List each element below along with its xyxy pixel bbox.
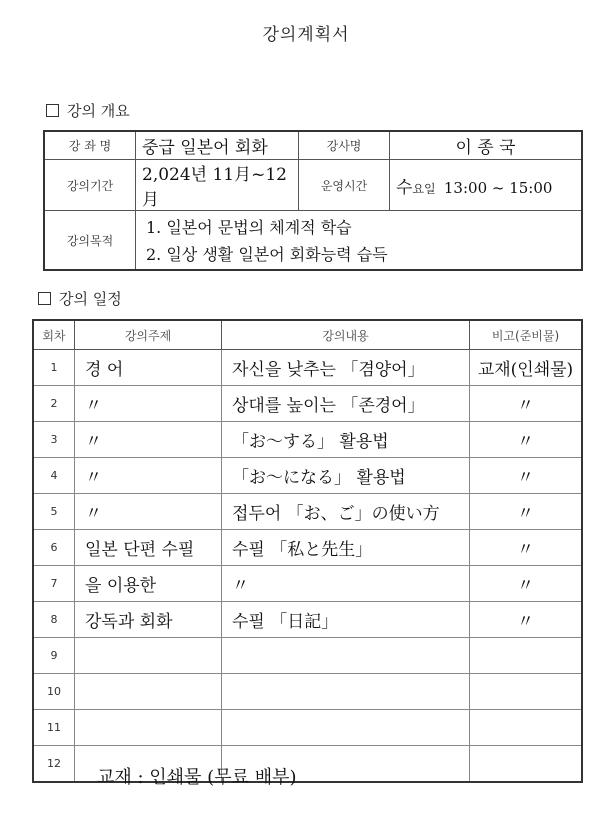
row-topic: 을 이용한 bbox=[75, 566, 222, 602]
row-content: 접두어 「お、ご」の使い方 bbox=[222, 494, 470, 530]
overview-heading bbox=[46, 100, 130, 121]
row-note: 〃 bbox=[470, 386, 583, 422]
table-row bbox=[33, 710, 582, 746]
header-content: 강의내용 bbox=[222, 320, 470, 350]
goal-item: 2. 일상 생활 일본어 회화능력 습득 bbox=[146, 245, 388, 264]
row-note: 교재(인쇄물) bbox=[470, 350, 583, 386]
header-no: 회차 bbox=[33, 320, 75, 350]
time-day: 수 bbox=[396, 177, 413, 198]
time-value: 13:00 ~ 15:00 bbox=[443, 178, 553, 197]
goal-cell bbox=[136, 211, 583, 271]
row-number: 7 bbox=[33, 566, 75, 602]
row-content: 상대를 높이는 「존경어」 bbox=[222, 386, 470, 422]
row-note bbox=[470, 746, 583, 783]
period-label: 강의기간 bbox=[44, 160, 136, 211]
header-note: 비고(준비물) bbox=[470, 320, 583, 350]
row-number: 9 bbox=[33, 638, 75, 674]
row-number: 5 bbox=[33, 494, 75, 530]
row-number: 1 bbox=[33, 350, 75, 386]
overview-row-course bbox=[44, 131, 582, 160]
row-topic: 일본 단편 수필 bbox=[75, 530, 222, 566]
row-content: 수필 「私と先生」 bbox=[222, 530, 470, 566]
header-topic: 강의주제 bbox=[75, 320, 222, 350]
table-row bbox=[33, 638, 582, 674]
table-row bbox=[33, 566, 582, 602]
table-row bbox=[33, 458, 582, 494]
overview-heading-text: 강의 개요 bbox=[67, 102, 130, 120]
row-topic: 경 어 bbox=[75, 350, 222, 386]
row-note: 〃 bbox=[470, 494, 583, 530]
row-topic: 〃 bbox=[75, 458, 222, 494]
row-content: 자신을 낮추는 「겸양어」 bbox=[222, 350, 470, 386]
table-row bbox=[33, 422, 582, 458]
row-content bbox=[222, 674, 470, 710]
row-number: 2 bbox=[33, 386, 75, 422]
row-topic bbox=[75, 638, 222, 674]
goal-item: 1. 일본어 문법의 체계적 학습 bbox=[146, 218, 352, 237]
instructor-name: 이 종 국 bbox=[390, 131, 583, 160]
checkbox-icon bbox=[38, 292, 51, 305]
row-content: 「お～になる」 활용법 bbox=[222, 458, 470, 494]
row-note bbox=[470, 710, 583, 746]
instructor-label: 강사명 bbox=[299, 131, 390, 160]
row-number: 10 bbox=[33, 674, 75, 710]
schedule-table bbox=[32, 319, 583, 783]
row-number: 3 bbox=[33, 422, 75, 458]
course-label: 강 좌 명 bbox=[44, 131, 136, 160]
table-row bbox=[33, 350, 582, 386]
row-note: 〃 bbox=[470, 422, 583, 458]
row-content: 〃 bbox=[222, 566, 470, 602]
table-row bbox=[33, 530, 582, 566]
row-topic bbox=[75, 710, 222, 746]
table-row bbox=[33, 602, 582, 638]
period-value: 2,024년 11月~12月 bbox=[136, 160, 299, 211]
row-note: 〃 bbox=[470, 566, 583, 602]
overview-row-period bbox=[44, 160, 582, 211]
row-content: 「お～する」 활용법 bbox=[222, 422, 470, 458]
time-label: 운영시간 bbox=[299, 160, 390, 211]
table-row bbox=[33, 494, 582, 530]
schedule-heading bbox=[38, 288, 122, 309]
table-row bbox=[33, 674, 582, 710]
row-note: 〃 bbox=[470, 530, 583, 566]
table-row bbox=[33, 386, 582, 422]
row-content bbox=[222, 710, 470, 746]
row-topic: 〃 bbox=[75, 494, 222, 530]
row-topic: 〃 bbox=[75, 386, 222, 422]
row-number: 12 bbox=[33, 746, 75, 783]
row-content: 수필 「日記」 bbox=[222, 602, 470, 638]
row-number: 6 bbox=[33, 530, 75, 566]
row-topic bbox=[75, 674, 222, 710]
document-title: 강의계획서 bbox=[262, 25, 350, 45]
time-day-suffix: 요일 bbox=[412, 181, 436, 196]
row-number: 8 bbox=[33, 602, 75, 638]
row-note bbox=[470, 638, 583, 674]
row-note bbox=[470, 674, 583, 710]
overview-table bbox=[43, 130, 583, 271]
checkbox-icon bbox=[46, 104, 59, 117]
course-name: 중급 일본어 회화 bbox=[136, 131, 299, 160]
row-topic: 〃 bbox=[75, 422, 222, 458]
row-content bbox=[222, 638, 470, 674]
row-number: 11 bbox=[33, 710, 75, 746]
footer-note: 교재 : 인쇄물 (무료 배부) bbox=[97, 767, 297, 788]
time-cell bbox=[390, 160, 583, 211]
schedule-heading-text: 강의 일정 bbox=[59, 290, 122, 308]
row-note: 〃 bbox=[470, 458, 583, 494]
row-note: 〃 bbox=[470, 602, 583, 638]
goal-label: 강의목적 bbox=[44, 211, 136, 271]
row-number: 4 bbox=[33, 458, 75, 494]
schedule-header-row bbox=[33, 320, 582, 350]
overview-row-goal bbox=[44, 211, 582, 271]
row-topic: 강독과 회화 bbox=[75, 602, 222, 638]
